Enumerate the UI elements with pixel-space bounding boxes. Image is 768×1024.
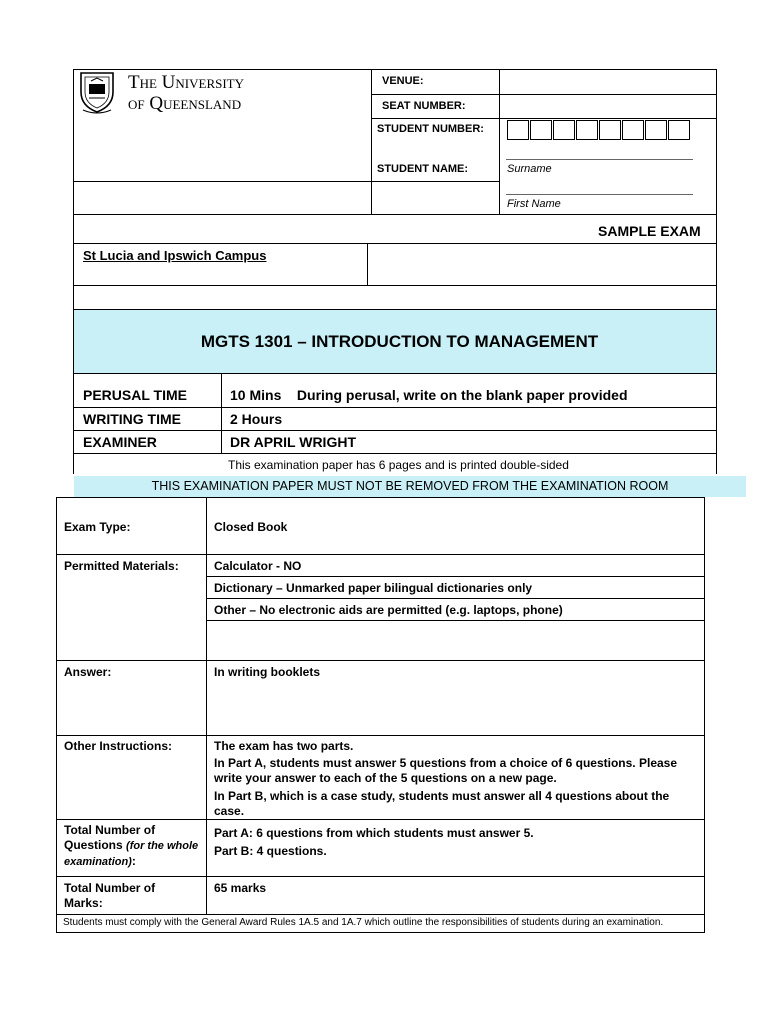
student-number-boxes[interactable] bbox=[507, 120, 690, 141]
answer-value: In writing booklets bbox=[214, 665, 321, 679]
exam-type-label: Exam Type: bbox=[64, 520, 131, 534]
digit-box[interactable] bbox=[599, 120, 621, 140]
digit-box[interactable] bbox=[553, 120, 575, 140]
writing-time-value: 2 Hours bbox=[230, 411, 283, 427]
digit-box[interactable] bbox=[576, 120, 598, 140]
student-number-label: STUDENT NUMBER: bbox=[377, 123, 484, 135]
permitted-item: Other – No electronic aids are permitted (e.g. laptops, phone) bbox=[214, 603, 563, 617]
other-instructions-label: Other Instructions: bbox=[64, 739, 173, 753]
permitted-materials-label: Permitted Materials: bbox=[64, 559, 179, 573]
digit-box[interactable] bbox=[622, 120, 644, 140]
permitted-item: Dictionary – Unmarked paper bilingual dictionaries only bbox=[214, 581, 533, 595]
university-name: The University of Queensland bbox=[128, 72, 245, 114]
pages-note: This examination paper has 6 pages and is printed double-sided bbox=[228, 458, 569, 472]
digit-box[interactable] bbox=[507, 120, 529, 140]
examiner-value: DR APRIL WRIGHT bbox=[230, 434, 356, 450]
surname-label: Surname bbox=[507, 163, 552, 175]
writing-time-label: WRITING TIME bbox=[83, 411, 181, 427]
total-questions-label: Total Number of Questions (for the whole examination): bbox=[64, 823, 199, 868]
campus-label: St Lucia and Ipswich Campus bbox=[83, 248, 267, 263]
sample-exam-label: SAMPLE EXAM bbox=[598, 223, 701, 239]
total-questions-value: Part A: 6 questions from which students must answer 5. Part B: 4 questions. bbox=[214, 826, 534, 858]
exam-type-value: Closed Book bbox=[214, 520, 288, 534]
first-name-line[interactable] bbox=[506, 194, 693, 195]
total-marks-value: 65 marks bbox=[214, 881, 267, 895]
seat-number-label: SEAT NUMBER: bbox=[382, 100, 466, 112]
total-questions-note: (for the whole examination) bbox=[64, 840, 199, 868]
instruction-line: The exam has two parts. bbox=[214, 739, 354, 753]
other-instructions bbox=[214, 739, 699, 819]
instruction-line: In Part A, students must answer 5 questions from a choice of 6 questions. Please write your answer to each of the 5 questions on a new page. bbox=[214, 756, 678, 785]
answer-label: Answer: bbox=[64, 665, 112, 679]
perusal-time-value: 10 Mins During perusal, write on the blank paper provided bbox=[230, 387, 628, 403]
general-award-rules-note: Students must comply with the General Award Rules 1A.5 and 1A.7 which outline the responsibilities of students during an examination. bbox=[63, 917, 664, 928]
venue-label: VENUE: bbox=[382, 75, 424, 87]
student-name-label: STUDENT NAME: bbox=[377, 163, 469, 175]
instruction-line: In Part B, which is a case study, students must answer all 4 questions about the case. bbox=[214, 789, 670, 818]
first-name-label: First Name bbox=[507, 198, 561, 210]
university-crest-icon bbox=[77, 70, 117, 114]
permitted-item: Calculator - NO bbox=[214, 559, 302, 573]
digit-box[interactable] bbox=[645, 120, 667, 140]
examiner-label: EXAMINER bbox=[83, 434, 157, 450]
course-title: MGTS 1301 – INTRODUCTION TO MANAGEMENT bbox=[200, 332, 599, 351]
perusal-time-label: PERUSAL TIME bbox=[83, 387, 187, 403]
digit-box[interactable] bbox=[668, 120, 690, 140]
surname-line[interactable] bbox=[506, 159, 693, 160]
removal-warning: THIS EXAMINATION PAPER MUST NOT BE REMOVED FROM THE EXAMINATION ROOM bbox=[151, 479, 669, 493]
digit-box[interactable] bbox=[530, 120, 552, 140]
total-marks-label: Total Number of Marks: bbox=[64, 881, 156, 910]
